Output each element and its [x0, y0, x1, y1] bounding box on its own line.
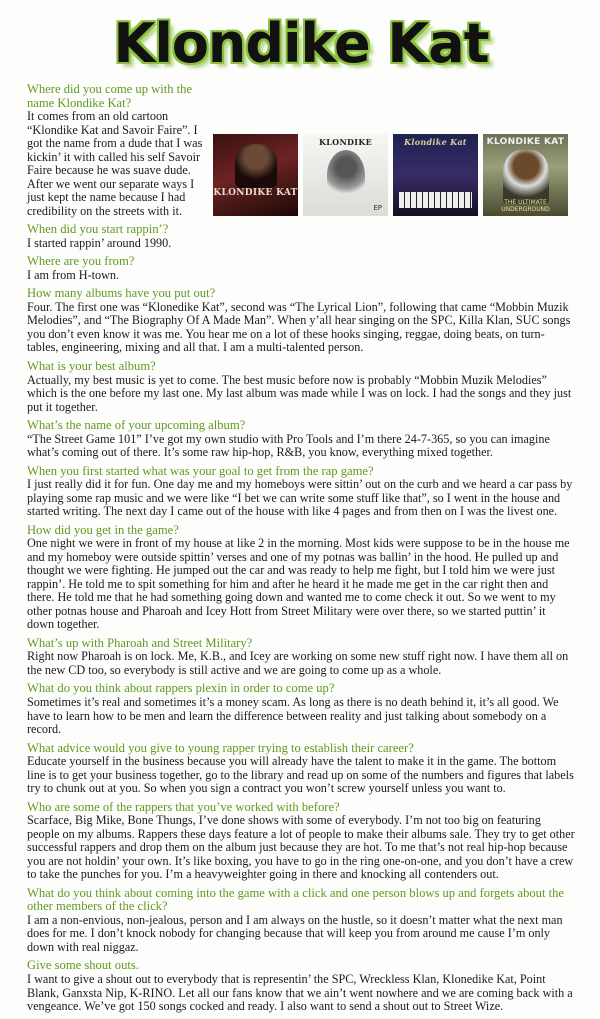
answer: One night we were in front of my house at like 2 in the morning. Most kids were suppose to be in the house me and my homeboy were outside spittin’ verses and one of my potnas was ballin’ in the hood. He pulled up and thought we were fighting. He jumped out the car and was ready to help me fight, but I told him we were just rappin’. He told me to spit something for him and after he heard it he made me get in the car right then and there. He told me that he had something going down and wanted me to come check it out. So we went to my other potnas house and Pharoah and Icey Hott from Street Military were over there, so we started puttin’ it down together. [27, 536, 570, 632]
answer: It comes from an old cartoon “Klondike Kat and Savoir Faire”. I got the name from a dude that I was kickin’ it with called his self Savoir Faire because he was suave dude. After we went our separate ways I just kept the name because I had credibility on the streets with it. [27, 109, 203, 218]
qa-block [27, 83, 207, 218]
qa-block [27, 287, 575, 355]
answer: Educate yourself in the business because you will already have the talent to make it in the game. The bottom line is to get your business together, go to the library and read up on some of the numbers and figures that labels try to chunk out at you. So when you sign a contract you won’t screw yourself unless you want to. [27, 754, 574, 796]
album-cover-label: KLONDIKE KAT [213, 188, 298, 198]
answer: I started rappin’ around 1990. [27, 235, 172, 250]
question: What’s the name of your upcoming album? [27, 418, 246, 433]
answer: I just really did it for fun. One day me and my homeboys were sittin’ out on the curb and we heard a car pass by playing some rap music and we were like “I bet we can write some stuff like that”, so I went in the house and started writing. The next day I came out of the house with like 4 pages and from then on I was the livest one. [27, 477, 573, 519]
qa-block [27, 742, 575, 796]
question: What do you think about coming into the game with a click and one person blows up and forgets about the other members of the click? [27, 885, 564, 914]
question: Give some shout outs. [27, 958, 139, 973]
question: How many albums have you put out? [27, 286, 216, 301]
answer: I want to give a shout out to everybody that is representin’ the SPC, Wreckless Klan, Klonedike Kat, Point Blank, Ganxsta Nip, K-RINO. Let all our fans know that we ain’t went nowhere and we are coming back with a vengeance. We’ve got 150 songs cocked and ready. I also want to send a shout out to Street Wize. [27, 972, 573, 1013]
qa-block [27, 801, 575, 882]
question: Who are some of the rappers that you’ve worked with before? [27, 799, 340, 814]
answer: Right now Pharoah is on lock. Me, K.B., and Icey are working on some new stuff right now. I have them all on the new CD too, so everybody is still active and we are going to come up as a whole. [27, 649, 569, 677]
qa-block [27, 419, 575, 460]
qa-block [27, 682, 575, 736]
question: What do you think about rappers plexin in order to come up? [27, 681, 335, 696]
question: What is your best album? [27, 358, 156, 373]
qa-block [27, 255, 575, 282]
answer: Actually, my best music is yet to come. The best music before now is probably “Mobbin Muzik Melodies” which is the one before my last one. My last album was made while I was on lock. I had the songs and they just put it together. [27, 372, 572, 414]
qa-block [27, 223, 575, 250]
question: How did you get in the game? [27, 522, 179, 537]
answer: Scarface, Big Mike, Bone Thungs, I’ve done shows with some of everybody. I’m not too big on featuring people on my albums. Rappers these days feature a lot of people to make their albums sale. They try to get other successful rappers and drop them on the album just because they are hot. To me that’s not real hip-hop because you are not holdin’ your own. It’s like boxing, you have to go in the ring one-on-one, and you don’t have a crew to take the punches for you. I’m a heavyweighter going in there and knocking all contenders out. [27, 813, 575, 882]
answer: I am from H-town. [27, 267, 120, 282]
qa-block [27, 887, 575, 955]
qa-block [27, 465, 575, 519]
qa-block [27, 360, 575, 414]
album-cover-label: Klondike Kat [404, 137, 467, 147]
question: What’s up with Pharoah and Street Military? [27, 635, 253, 650]
answer: “The Street Game 101” I’ve got my own studio with Pro Tools and I’m there 24-7-365, so you can imagine what’s coming out of there. It’s some raw hip-hop, R&B, you know, everything mixed together. [27, 431, 550, 460]
qa-block [27, 524, 575, 632]
interview-body [27, 83, 575, 1019]
question: When did you start rappin’? [27, 222, 169, 237]
album-cover-tag: THE ULTIMATE UNDERGROUND [501, 199, 550, 213]
qa-block [27, 959, 575, 1013]
page-title: Klondike Kat [113, 12, 489, 75]
album-cover-label: KLONDIKE KAT [486, 137, 565, 147]
question: When you first started what was your goal to get from the rap game? [27, 463, 374, 478]
answer: I am a non-envious, non-jealous, person and I am always on the hustle, so it doesn’t matter what the next man does for me. I don’t knock nobody for changing because that will keep you from around me cause I’m only down with real niggaz. [27, 912, 563, 954]
answer: Sometimes it’s real and sometimes it’s a money scam. As long as there is no death behind it, it’s all good. We have to learn how to be men and learn the difference between reality and just talking about somebody on a record. [27, 695, 559, 737]
question: What advice would you give to young rapper trying to establish their career? [27, 740, 414, 755]
album-cover-tag: EP [373, 204, 382, 212]
answer: Four. The first one was “Klonedike Kat”, second was “The Lyrical Lion”, following that came “Mobbin Muzik Melodies”, and “The Biography Of A Made Man”. When y’all hear singing on the SPC, Killa Klan, SUC songs you don’t even know it was me. You hear me on a lot of these hooks singing, reggae, doing beats, on turn-tables, engineering, mixing and all that. I am a multi-talented person. [27, 299, 571, 355]
album-cover-label: KLONDIKE [319, 137, 372, 147]
qa-block [27, 637, 575, 678]
question: Where did you come up with the name Klondike Kat? [27, 82, 193, 110]
question: Where are you from? [27, 254, 135, 269]
